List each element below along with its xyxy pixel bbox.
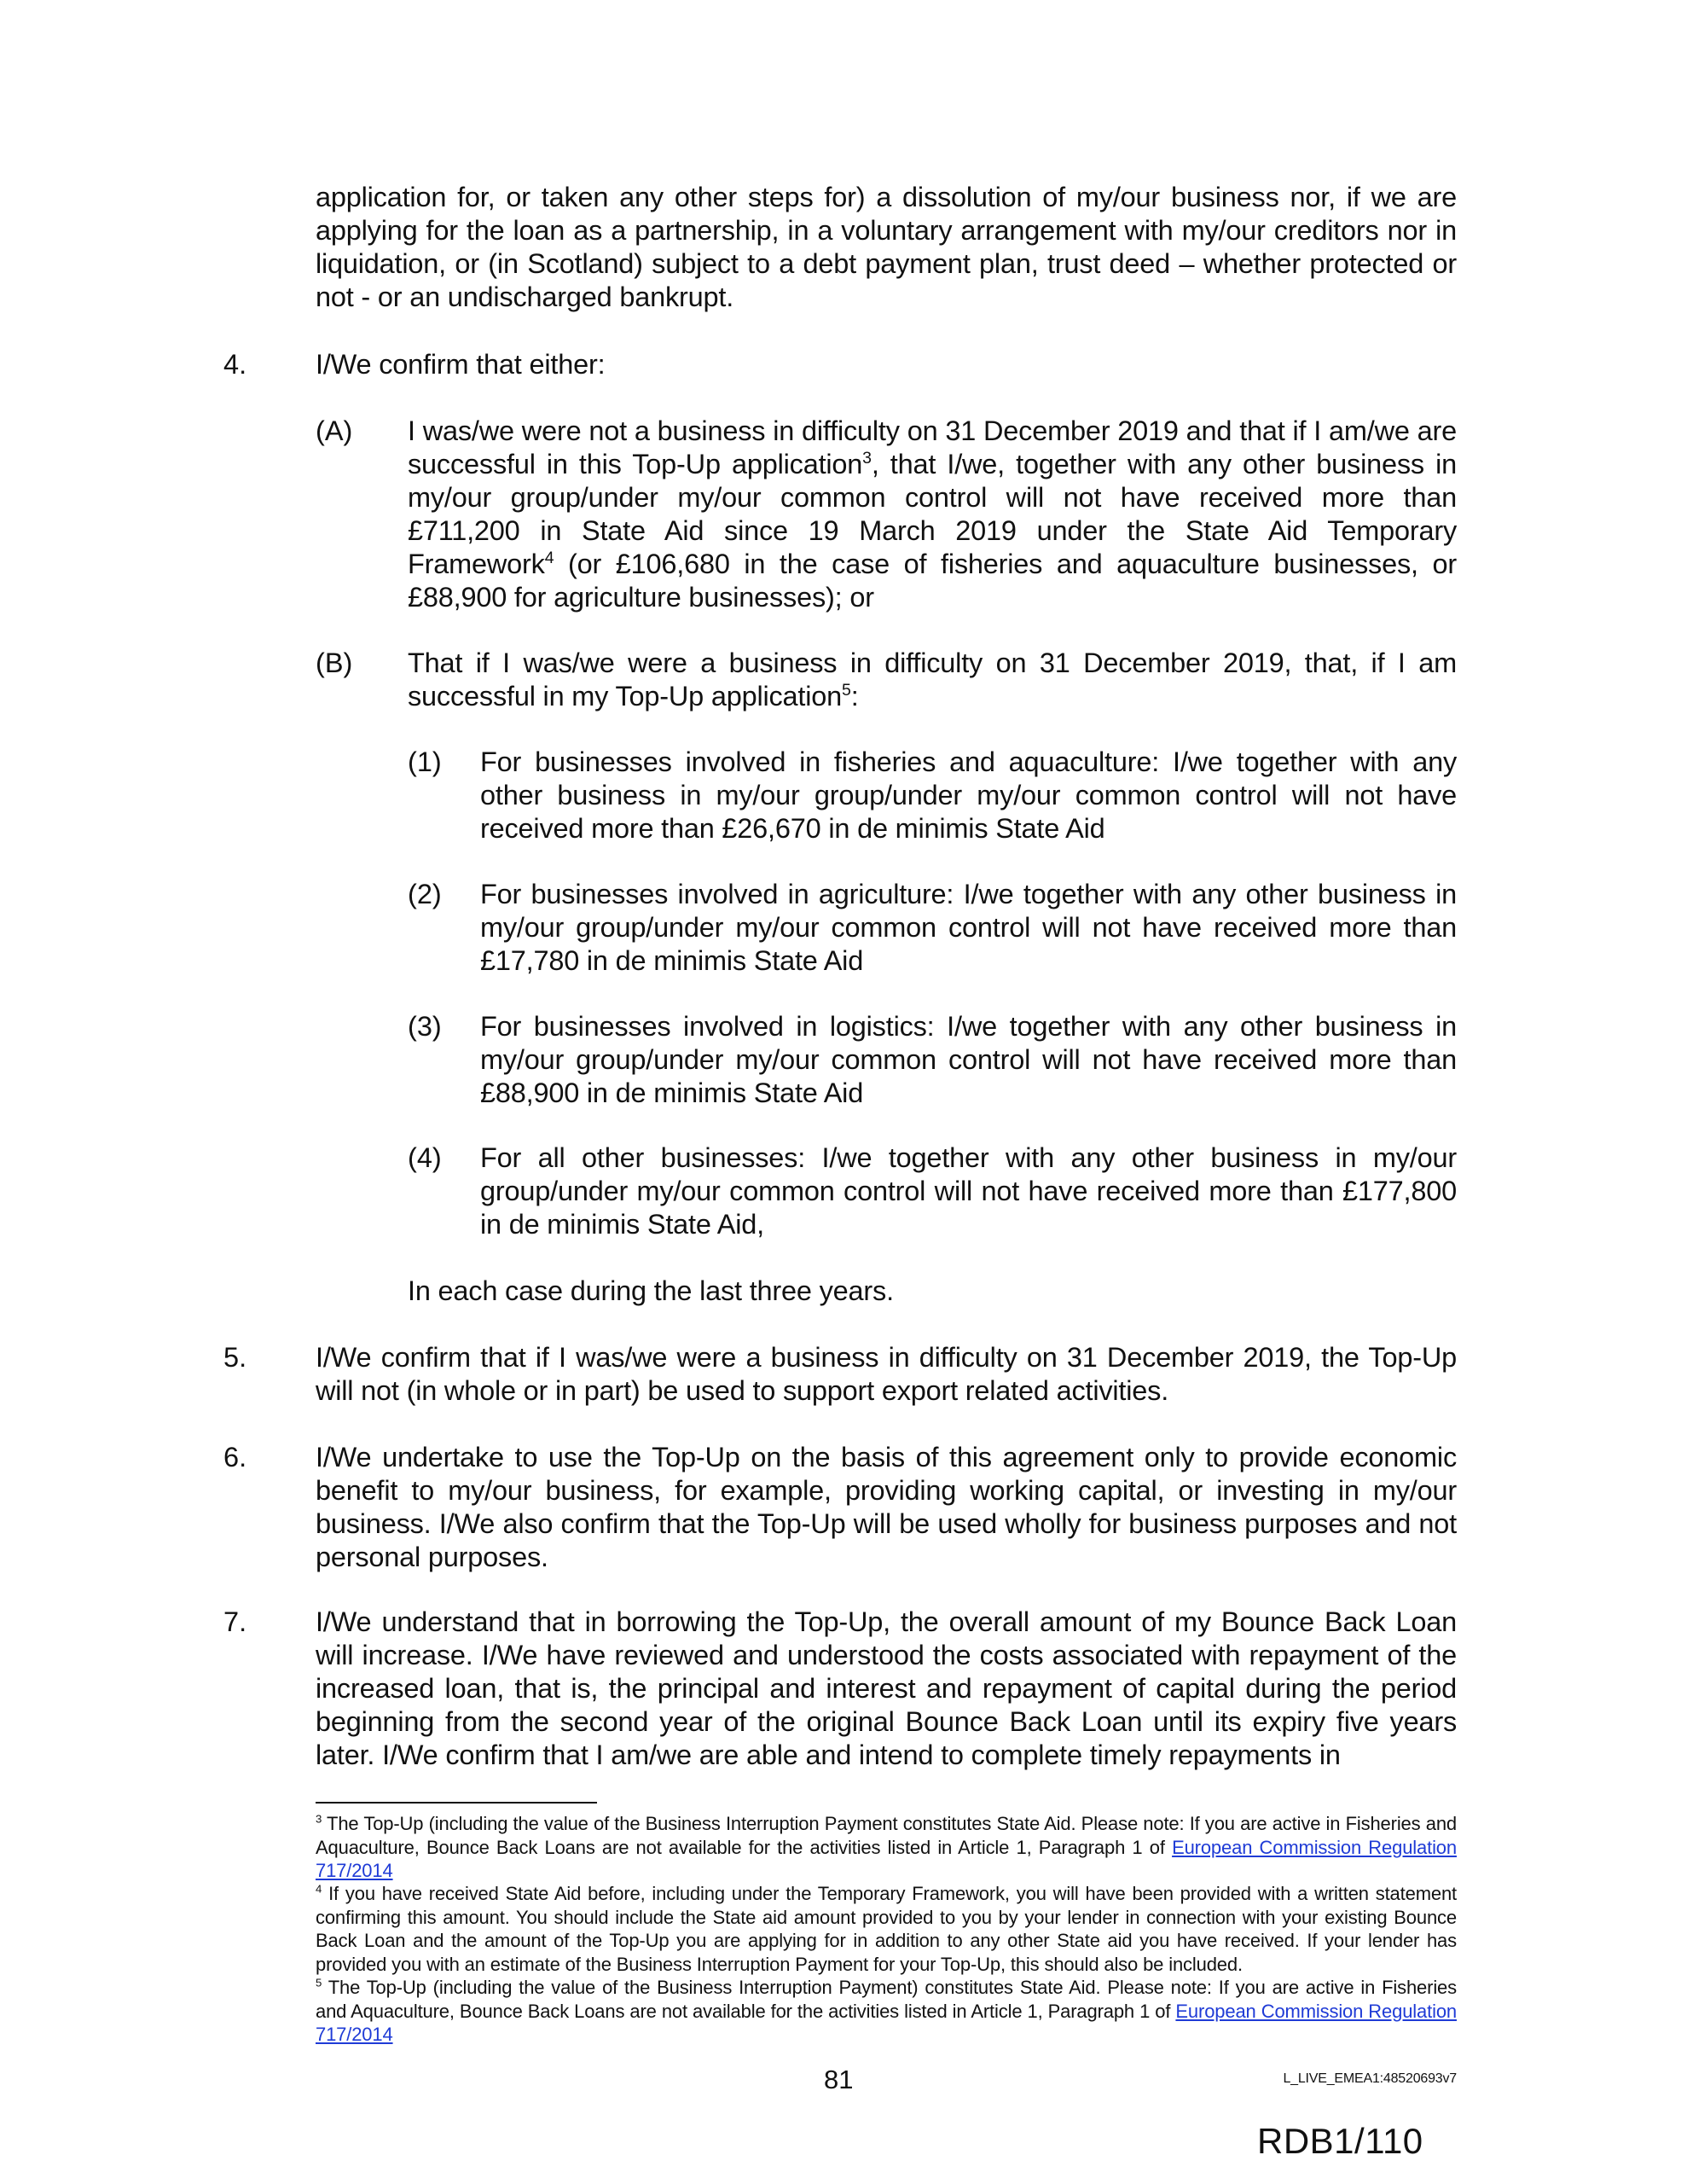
footnote-5-regulation-link[interactable]: European Commission Regulation 717/2014	[316, 2000, 1457, 2045]
footnote-3-regulation-link[interactable]: European Commission Regulation 717/2014	[316, 1836, 1457, 1881]
item-4a-text-part-1: I was/we were not a business in difficulty on 31 December 2019 and that if I am/we are successful in this Top-Up application	[408, 415, 1457, 479]
document-reference: L_LIVE_EMEA1:48520693v7	[1283, 2071, 1457, 2086]
item-5-text: I/We confirm that if I was/we were a business in difficulty on 31 December 2019, the Top-Up will not (in whole or in part) be used to support export related activities.	[316, 1342, 1457, 1406]
footnote-3-marker: 3	[316, 1812, 322, 1826]
footnote-3-text: The Top-Up (including the value of the Business Interruption Payment constitutes State Aid. Please note: If you are active in Fisheries and Aquaculture, Bounce Back Loans are not available for the activities listed in Article 1, Paragraph 1 of	[316, 1813, 1457, 1858]
subitem-3-label: (3)	[408, 1011, 442, 1042]
footnote-3	[316, 1812, 1457, 1883]
footnote-5	[316, 1976, 1457, 2047]
footnote-5-marker: 5	[316, 1976, 322, 1989]
footnote-ref-5[interactable]: 5	[842, 681, 851, 700]
item-4b-label: (B)	[316, 648, 353, 678]
page-number: 81	[824, 2065, 854, 2094]
subitem-3-text: For businesses involved in logistics: I/we together with any other business in my/our group/under my/our common control will not have received more than £88,900 in de minimis State Aid	[480, 1011, 1457, 1108]
footnote-4-text: If you have received State Aid before, including under the Temporary Framework, you will have been provided with a written statement confirming this amount. You should include the State aid amount provided to you by your lender in connection with your existing Bounce Back Loan and the amount of the Top-Up you are applying for in addition to any other State aid you have received. If your lender has provided you with an estimate of the Business Interruption Payment for your Top-Up, this should also be included.	[316, 1883, 1457, 1975]
footnote-5-text: The Top-Up (including the value of the Business Interruption Payment) constitutes State Aid. Please note: If you are active in Fisheries and Aquaculture, Bounce Back Loans are not available for the activities listed in Article 1, Paragraph 1 of	[316, 1977, 1457, 2022]
subitem-2-label: (2)	[408, 879, 442, 909]
intro-paragraph: application for, or taken any other steps for) a dissolution of my/our business nor, if we are applying for the loan as a partnership, in a voluntary arrangement with my/our creditors nor in liquidation, or (in Scotland) subject to a debt payment plan, trust deed – whether protected or not - or an undischarged bankrupt.	[316, 182, 1457, 312]
item-7-text: I/We understand that in borrowing the Top-Up, the overall amount of my Bounce Back Loan will increase. I/We have reviewed and understood the costs associated with repayment of the increased loan, that is, the principal and interest and repayment of capital during the period beginning from the second year of the original Bounce Back Loan until its expiry five years later. I/We confirm that I am/we are able and intend to complete timely repayments in	[316, 1606, 1457, 1770]
subitem-1-text: For businesses involved in fisheries and aquaculture: I/we together with any other business in my/our group/under my/our common control will not have received more than £26,670 in de minimis State Aid	[480, 746, 1457, 844]
item-6-text: I/We undertake to use the Top-Up on the basis of this agreement only to provide economic benefit to my/our business, for example, providing working capital, or investing in my/our business. I/We also confirm that the Top-Up will be used wholly for business purposes and not personal purposes.	[316, 1442, 1457, 1572]
item-5-number: 5.	[223, 1342, 247, 1373]
subitem-1-label: (1)	[408, 746, 442, 777]
item-4a-label: (A)	[316, 415, 353, 446]
item-4-text: I/We confirm that either:	[316, 349, 606, 380]
subitem-4-text: For all other businesses: I/we together with any other business in my/our group/under my/our common control will not have received more than £177,800 in de minimis State Aid,	[480, 1142, 1457, 1240]
footnote-ref-3[interactable]: 3	[862, 449, 872, 468]
subitem-4-label: (4)	[408, 1142, 442, 1173]
item-6-number: 6.	[223, 1442, 247, 1472]
item-4b-closing: In each case during the last three years.	[408, 1275, 894, 1306]
item-4a-text	[408, 415, 1457, 614]
item-4a-text-part-2: , that I/we, together with any other business in my/our group/under my/our common control will not have received more than £711,200 in State Aid since 19 March 2019 under the State Aid Temporary Framework	[408, 449, 1457, 579]
item-4b-text-part-1: That if I was/we were a business in difficulty on 31 December 2019, that, if I am successful in my Top-Up application	[408, 648, 1457, 712]
footnote-separator	[316, 1802, 597, 1804]
subitem-2-text: For businesses involved in agriculture: I/we together with any other business in my/our group/under my/our common control will not have received more than £17,780 in de minimis State Aid	[480, 879, 1457, 976]
item-4b-text	[408, 647, 1457, 713]
item-4-number: 4.	[223, 349, 247, 380]
footnote-4-marker: 4	[316, 1882, 322, 1896]
item-4a-text-part-3: (or £106,680 in the case of fisheries and aquaculture businesses, or £88,900 for agriculture businesses); or	[408, 549, 1457, 613]
bundle-stamp: RDB1/110	[1257, 2121, 1423, 2161]
footnote-4	[316, 1882, 1457, 1976]
item-4b-text-part-2: :	[850, 681, 859, 712]
footnote-ref-4[interactable]: 4	[544, 549, 554, 568]
item-7-number: 7.	[223, 1606, 247, 1637]
